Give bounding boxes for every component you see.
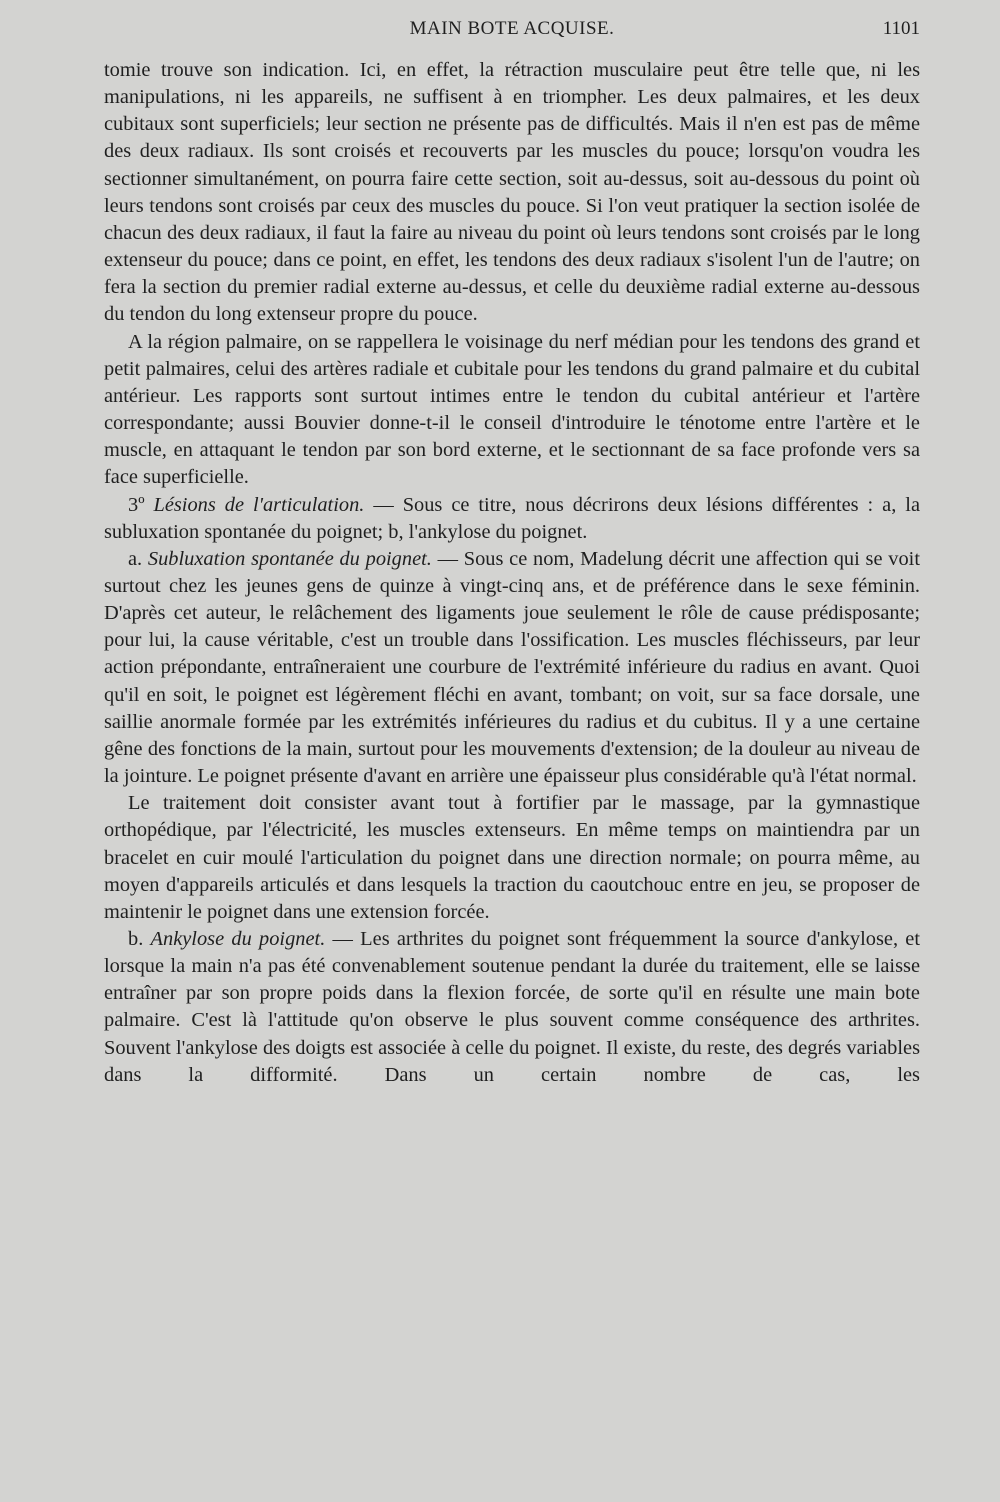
subsection-letter: b.	[128, 928, 151, 950]
body-text	[104, 57, 920, 1089]
paragraph-treatment	[104, 790, 920, 926]
paragraph-text: — Sous ce titre, nous décrirons deux lésions différentes : a, la subluxation spontanée du poignet; b, l'ankylose du poignet.	[104, 493, 920, 543]
paragraph-text: tomie trouve son indication. Ici, en effet, la rétraction musculaire peut être telle que, ni les manipulations, ni les appareils, ne suffisent à en triompher. Les deux palmaires, et les deux cubitaux sont superficiels; leur section ne présente pas de difficultés. Mais il n'en est pas de même des deux radiaux. Ils sont croisés et recouverts par les muscles du pouce; lorsqu'on voudra les sectionner simultanément, on pourra faire cette section, soit au-dessus, soit au-dessous du point où leurs tendons sont croisés par ceux des muscles du pouce. Si l'on veut pratiquer la section isolée de chacun des deux radiaux, il faut la faire au niveau du point où leurs tendons sont croisés par le long extenseur du pouce; dans ce point, en effet, les tendons des deux radiaux s'isolent l'un de l'autre; on fera la section du premier radial externe au-dessus, et celle du deuxième radial externe au-dessous du tendon du long extenseur propre du pouce.	[104, 59, 920, 326]
subsection-heading: Subluxation spontanée du poignet.	[147, 547, 432, 570]
paragraph-tenotomy-continuation	[104, 57, 920, 329]
paragraph-palmar-region	[104, 329, 920, 492]
paragraph-ankylosis	[104, 926, 920, 1089]
page-number: 1101	[882, 18, 920, 39]
subsection-letter: a.	[128, 547, 148, 570]
paragraph-text: — Sous ce nom, Madelung décrit une affection qui se voit surtout chez les jeunes gens de quinze à vingt-cinq ans, et de préférence dans le sexe féminin. D'après cet auteur, le relâchement des ligaments joue seulement le rôle de cause prédisposante; pour lui, la cause véritable, c'est un trouble dans l'ossification. Les muscles fléchisseurs, par leur action prépondante, entraîneraient une courbure de l'extrémité inférieure du radius en avant. Quoi qu'il en soit, le poignet est légèrement fléchi en avant, tombant; on voit, sur sa face dorsale, une saillie anormale formée par les extrémités inférieures du radius et du cubitus. Il y a une certaine gêne des fonctions de la main, surtout pour les mouvements d'extension; de la douleur au niveau de la jointure. Le poignet présente d'avant en arrière une épaisseur plus considérable qu'à l'état normal.	[104, 547, 920, 788]
section-number: 3º	[128, 493, 154, 516]
paragraph-text: Le traitement doit consister avant tout à fortifier par le massage, par la gymnastique orthopédique, par l'électricité, les muscles extenseurs. En même temps on maintiendra par un bracelet en cuir moulé l'articulation du poignet dans une direction normale; on pourra même, au moyen d'appareils articulés et dans lesquels la traction du caoutchouc entre en jeu, se proposer de maintenir le poignet dans une extension forcée.	[104, 792, 920, 923]
paragraph-subluxation	[104, 546, 920, 790]
section-heading: Lésions de l'articulation.	[153, 493, 365, 516]
running-head	[104, 18, 920, 48]
running-title: MAIN BOTE ACQUISE.	[409, 18, 615, 39]
paragraph-text: A la région palmaire, on se rappellera le voisinage du nerf médian pour les tendons des grand et petit palmaires, celui des artères radiale et cubitale pour les tendons du grand palmaire et du cubital antérieur. Les rapports sont surtout intimes entre le tendon du cubital antérieur et l'artère correspondante; aussi Bouvier donne-t-il le conseil d'introduire le ténotome entre l'artère et le muscle, en attaquant le tendon par son bord externe, et le sectionnant de sa face profonde vers sa face superficielle.	[104, 330, 920, 489]
subsection-heading: Ankylose du poignet.	[150, 928, 326, 950]
paragraph-text: — Les arthrites du poignet sont fréquemment la source d'ankylose, et lorsque la main n'a pas été convenablement soutenue pendant la durée du traitement, elle se laisse entraîner par son propre poids dans la flexion forcée, de sorte qu'il en résulte une main bote palmaire. C'est là l'attitude qu'on observe le plus souvent comme conséquence des arthrites. Souvent l'ankylose des doigts est associée à celle du poignet. Il existe, du reste, des degrés variables dans la difformité. Dans un certain nombre de cas, les	[104, 928, 920, 1086]
paragraph-articulation-lesions	[104, 492, 920, 546]
